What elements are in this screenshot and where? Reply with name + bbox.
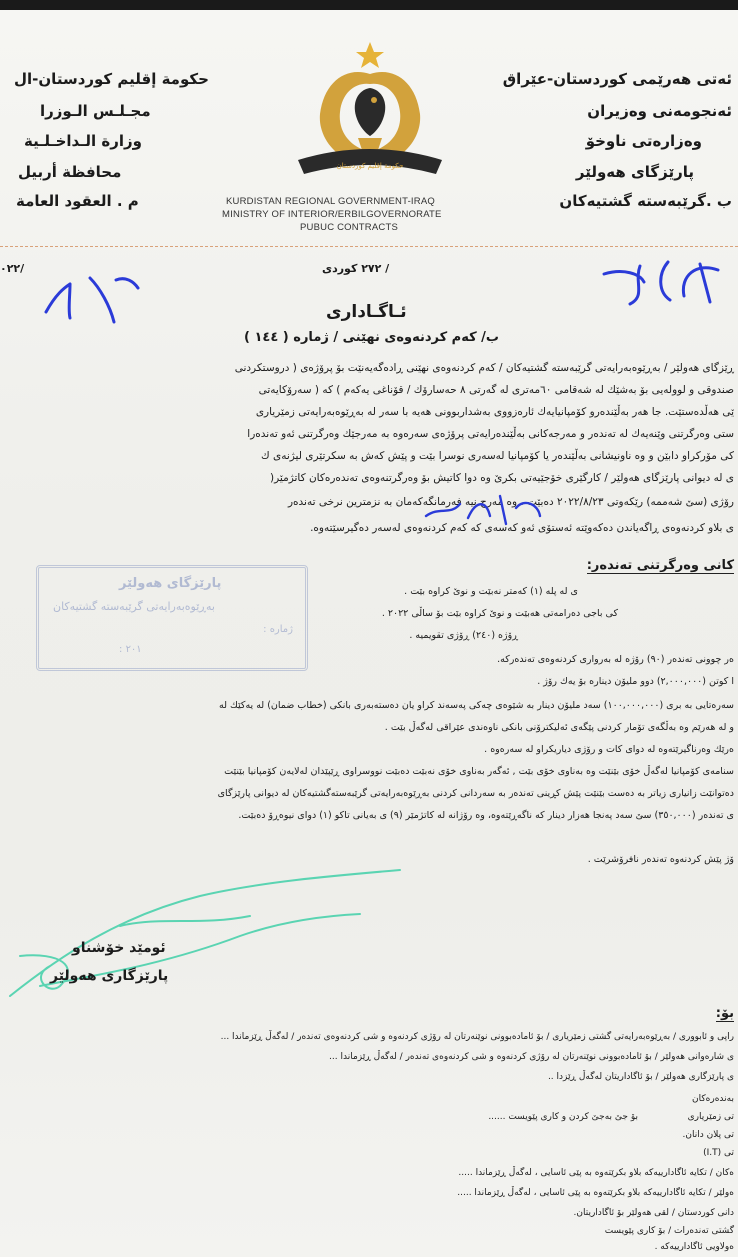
condition-4: ەر چوونی تەندەر (٩٠) رۆژە لە بەرواری كردنەوەی تەندەركە.	[497, 654, 734, 665]
copies-heading: بۆ:	[715, 1006, 734, 1021]
header-english-line-2: MINISTRY OF INTERIOR/ERBILGOVERNORATE	[222, 209, 442, 220]
handwritten-date	[420, 486, 550, 530]
copy-line-4: بەندەرەكان	[692, 1094, 734, 1104]
condition-11: ی تەندەر (٣٥٠,٠٠٠) سێ سەد پەنجا هەزار دینار كە ناگەڕێتەوە، وە رۆژانە لە كاتژمێر (٩) ی بەیانی تاكو (١) دوای نیوەڕۆ دەبێت.	[238, 810, 734, 821]
paragraph-line-6: ی لە دیوانی پارێزگای هەولێر / كارگێری خۆجێیەتی بكرێ وە دوا كاتیش بۆ وەرگرتنەوەی تەندەرەكان كاتژمێر(	[270, 472, 734, 484]
official-stamp	[36, 565, 308, 671]
condition-9: سنامەی كۆمپانیا لەگەڵ خۆی بێنێت وە بەناوی خۆی بێت , ئەگەر بەناوی خۆی نەبێت دەبێت نووسراوی ڕێپێدان لەلایەن كۆمپانیا بێنێت	[224, 766, 734, 777]
copy-line-8: تی (I.T)	[703, 1148, 734, 1158]
header-kurdish-line-4: پارێزگای هه‌ولێر	[575, 163, 694, 181]
header-arabic-line-1: حكومة إقليم كوردستان-ال	[14, 70, 209, 88]
header-arabic-line-2: مجـلـس الـوزرا	[40, 102, 151, 120]
header-kurdish-line-2: ئه‌نجومه‌نی وه‌زیران	[587, 102, 732, 120]
reference-year: ٠٢٢/	[0, 262, 25, 275]
handwritten-number-right	[600, 252, 738, 312]
paragraph-line-3: ێی هەڵدەستێت. جا هەر بەڵێندەرو كۆمپانیایەك ئارەزووی بەشداربوونی هەیە با سەر لە بەڕێوەبەرایەتی زمێریاری	[255, 406, 734, 418]
top-bar	[0, 0, 738, 10]
copy-line-12: گشتی تەندەرات / بۆ كاری پێویست	[604, 1226, 734, 1236]
paragraph-line-4: ستی وەرگرتنی وێنەیەك لە تەندەر و مەرجەكانی بەڵێندەرایەتی پرۆژەی سەرەوە بە مەرجێك وەرگرتنی ئەو تەندەرا	[247, 428, 734, 440]
condition-10: دەتوانێت زانیاری زیاتر بە دەست بێنێت پێش كڕینی تەندەر بە سەردانی كردنی بەڕێوەبەرایەتی گرێبەستەگشتیەكان لە دیوانی پارێزگای	[217, 788, 734, 799]
kurdistan-emblem-icon	[290, 38, 450, 188]
copy-line-3: ی پارێزگاری هەولێر / بۆ ئاگاداریتان لەگەڵ ڕێزدا ..	[547, 1072, 734, 1082]
reference-number: / ٢٧٢ كوردی	[322, 262, 390, 275]
copy-line-9: ەكان / تكایە ئاگادارییەكە بلاو بكرێتەوە بە پێی ئاسایی ، لەگەڵ ڕێزماندا .....	[458, 1168, 734, 1178]
stamp-line-2: بەڕێوەبەرایەتی گرێبەستە گشتیەكان	[53, 600, 215, 613]
copy-line-10: ەولێر / تكایە ئاگادارییەكە بلاو بكرێتەوە بە پێی ئاسایی ، لەگەڵ ڕێزماندا .....	[457, 1188, 734, 1198]
copy-line-5: بۆ جێ بەجێ كردن و كاری پێویست ......	[488, 1112, 638, 1122]
header-kurdish-line-3: وه‌زاره‌تی ناوخۆ	[585, 132, 702, 150]
condition-3: ڕۆژە (٢٤٠) ڕۆژی تقویمیە .	[409, 630, 518, 641]
paragraph-line-2: صندوقی و لوولەیی بۆ بەشێك لە شەقامی ٦٠مەتری لە گەرتی ٨ حەسارۆك / قۆناغی یەكەم ) كە ( سەرۆكایەتی	[258, 384, 734, 396]
condition-1: ی لە پلە (١) كەمتر نەبێت و نوێ كراوە بێت .	[404, 586, 578, 597]
stamp-line-1: پارێزگای هەولێر	[119, 576, 222, 591]
copy-line-1: راپی و ئابووری / بەڕێوەبەرایەتی گشتی زمێریاری / بۆ ئامادەبوونی نوێنەرتان لە رۆژی كردنەوە و شی كردنەوەی تەندەر / لەگەڵ ڕێزماندا ...	[220, 1032, 734, 1042]
emblem-text: حكومة إقليم كوردستان	[336, 162, 404, 170]
notice-subtitle: ب/ كه‌م كردنه‌وه‌ی نهێنی / ژماره‌ ( ١٤٤ )	[244, 330, 499, 345]
header-english-line-1: KURDISTAN REGIONAL GOVERNMENT-IRAQ	[226, 196, 435, 207]
condition-12: ۆژ پێش كردنەوە تەندەر نافرۆشرێت .	[587, 854, 734, 865]
copy-line-11: دانی كوردستان / لقی هەولێر بۆ ئاگاداریتان.	[573, 1208, 734, 1218]
condition-8: ەرێك وەرناگیرێتەوە لە دوای كات و رۆژی دیاریكراو لە سەرەوە .	[484, 744, 734, 755]
header-arabic-line-3: وزارة الـداخـلـية	[24, 132, 142, 150]
condition-2: كی باجی دەرامەتی هەبێت و نوێ كراوە بێت بۆ ساڵی ٢٠٢٢ .	[381, 608, 618, 619]
header-divider	[0, 246, 738, 247]
condition-5: ا كوتن (٢,٠٠٠,٠٠٠) دوو ملیۆن دینارە بۆ یەك رۆژ .	[537, 676, 734, 687]
stamp-line-3: ژمارە :	[263, 624, 293, 635]
handwritten-number-left	[30, 266, 150, 326]
header-kurdish-line-5: ب .گرێبه‌سته گشتیه‌کان	[559, 192, 732, 210]
signature-name: ئومێد خۆشناو	[72, 940, 166, 956]
paragraph-line-5: كی مۆركراو دابێن و وە ناونیشانی بەڵێندەر یا كۆمپانیا لەسەری نوسرا بێت و پێش كەش بە سكرتێری لیژنەی ك	[261, 450, 734, 462]
condition-6: سەرەتایی بە بری (١٠٠,٠٠٠,٠٠٠) سەد ملیۆن دینار بە شێوەی چەكی پەسەند كراو یان دەستەبەری بانكی (خطاب ضمان) لە یەكێك لە	[219, 700, 734, 711]
paragraph-line-7: رۆژی (سێ شەممە) رێكەوتی ٢٠٢٢/٨/٢٣ دەبێت . وە مەرج نیە فەرمانگەكەمان بە نزمترین نرخی تەندەر	[287, 496, 734, 508]
header-kurdish-line-1: ئه‌تی هه‌رێمی کوردستان-عێراق	[502, 70, 732, 88]
signature-scribble	[0, 856, 420, 1016]
condition-7: و لە هەرێم وە بەڵگەی تۆمار كردنی پێگەی ئەلیكترۆنی بانكی ناوەندی عێراقی لەگەڵ بێت .	[384, 722, 734, 733]
copy-line-7: تی پلان دانان.	[682, 1130, 734, 1140]
header-arabic-line-4: محافظة أربيل	[18, 163, 122, 181]
header-english-line-3: PUBUC CONTRACTS	[300, 222, 399, 233]
notice-title: ئـاگـاداری	[326, 302, 407, 322]
copy-line-13: ەولاویی ئاگادارییەكە .	[654, 1242, 734, 1252]
signature-title: پارێزگاری هەولێر	[50, 968, 169, 984]
document-page	[0, 10, 738, 1257]
paragraph-line-1: ڕێزگای هه‌ولێر / به‌ڕێوه‌به‌رایه‌تی گرێبه‌سته گشتیه‌كان / كه‌م كردنه‌وه‌ی نهێنی ڕاده‌گه‌یه‌نێت بۆ پرۆژه‌ی ( دروستكردنی	[234, 362, 734, 374]
paragraph-line-8: ی بلاو كردنەوەی ڕاگەیاندن دەكەوێتە ئەستۆی ئەو كەسەی كە كەم كردنەوەی لەسەر دەگیرسێتەوە.	[310, 522, 734, 534]
copy-line-2: ی شارەوانی هەولێر / بۆ ئامادەبوونی نوێنەرتان لە رۆژی كردنەوە و شی كردنەوەی تەندەر / لەگەڵ ڕێزماندا ...	[329, 1052, 734, 1062]
stamp-line-4: ٢٠١ :	[119, 644, 142, 655]
conditions-heading: كانی وەرگرتنی تەندەر:	[586, 558, 734, 573]
header-arabic-line-5: م . العقود العامة	[16, 192, 139, 210]
copy-line-6: تی زمێریاری	[687, 1112, 734, 1122]
